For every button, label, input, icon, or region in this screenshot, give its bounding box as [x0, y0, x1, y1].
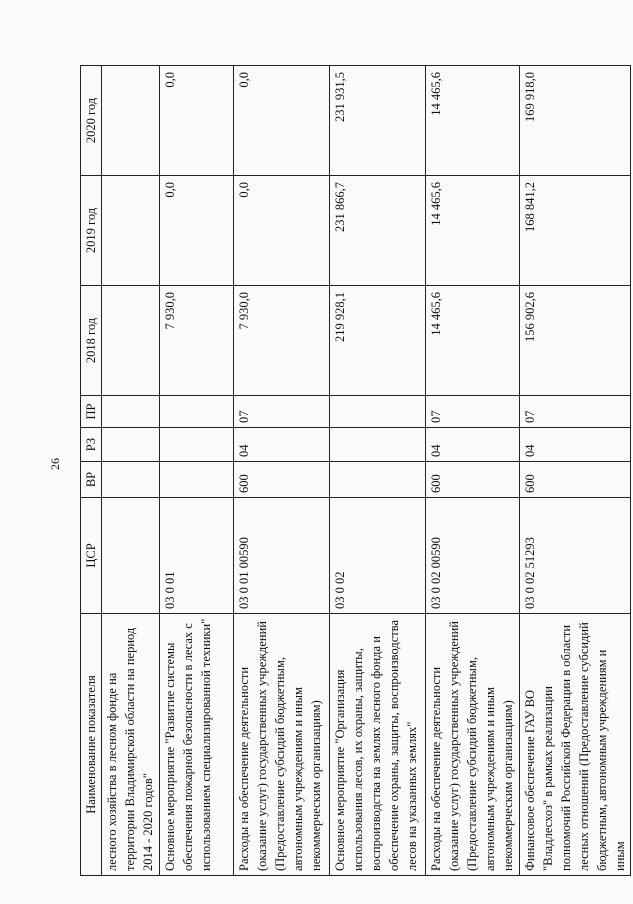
header-row: [81, 66, 102, 876]
cell-pr: 07: [520, 396, 631, 428]
cell-rz: [330, 428, 426, 462]
cell-2019: 0,0: [234, 176, 330, 286]
cell-2019: [102, 176, 160, 286]
cell-csr: [102, 498, 160, 614]
cell-2018: 7 930,0: [160, 286, 234, 396]
cell-2018: 14 465,6: [426, 286, 520, 396]
cell-2018: 156 902,6: [520, 286, 631, 396]
header-vr: ВР: [81, 462, 102, 498]
cell-2020: 14 465,6: [426, 66, 520, 176]
cell-name: Основное мероприятие "Развитие системы обеспечения пожарной безопасности в лесах с использованием специализированной техники": [160, 614, 234, 876]
cell-csr: 03 0 02 00590: [426, 498, 520, 614]
budget-table: [80, 65, 631, 876]
cell-2019: 14 465,6: [426, 176, 520, 286]
cell-pr: [102, 396, 160, 428]
cell-vr: [160, 462, 234, 498]
cell-rz: 04: [426, 428, 520, 462]
header-2019: 2019 год: [81, 176, 102, 286]
cell-2019: 0,0: [160, 176, 234, 286]
table-row: [234, 66, 330, 876]
cell-rz: 04: [234, 428, 330, 462]
header-2020: 2020 год: [81, 66, 102, 176]
cell-name: Финансовое обеспечение ГАУ ВО "Владлесхоз" в рамках реализации полномочий Российской Федерации в области лесных отношений (Предоставление субсидий бюджетным, автономным учреждениям и иным: [520, 614, 631, 876]
cell-name: Расходы на обеспечение деятельности (оказание услуг) государственных учреждений (Предоставление субсидий бюджетным, автономным учреждениям и иным некоммерческим организациям): [426, 614, 520, 876]
cell-pr: 07: [426, 396, 520, 428]
cell-2018: 219 928,1: [330, 286, 426, 396]
cell-2020: 0,0: [234, 66, 330, 176]
cell-name: Расходы на обеспечение деятельности (оказание услуг) государственных учреждений (Предоставление субсидий бюджетным, автономным учреждениям и иным некоммерческим организациям): [234, 614, 330, 876]
cell-rz: [102, 428, 160, 462]
cell-vr: [330, 462, 426, 498]
cell-2019: 231 866,7: [330, 176, 426, 286]
cell-vr: 600: [234, 462, 330, 498]
rotated-table-container: [80, 66, 627, 876]
table-row: [330, 66, 426, 876]
cell-vr: 600: [520, 462, 631, 498]
header-pr: ПР: [81, 396, 102, 428]
cell-vr: [102, 462, 160, 498]
header-name: Наименование показателя: [81, 614, 102, 876]
header-2018: 2018 год: [81, 286, 102, 396]
cell-pr: 07: [234, 396, 330, 428]
cell-2018: [102, 286, 160, 396]
cell-name: Основное мероприятие "Организация использования лесов, их охраны, защиты, воспроизводства на землях лесного фонда и обеспечение охраны, защиты, воспроизводства лесов на указанных землях": [330, 614, 426, 876]
header-csr: ЦСР: [81, 498, 102, 614]
cell-csr: 03 0 02 51293: [520, 498, 631, 614]
cell-csr: 03 0 02: [330, 498, 426, 614]
cell-rz: 04: [520, 428, 631, 462]
cell-2020: [102, 66, 160, 176]
cell-name: лесного хозяйства в лесном фонде на территории Владимирской области на период 2014 - 2020 годов": [102, 614, 160, 876]
cell-vr: 600: [426, 462, 520, 498]
cell-2020: 231 931,5: [330, 66, 426, 176]
cell-2020: 0,0: [160, 66, 234, 176]
cell-2018: 7 930,0: [234, 286, 330, 396]
cell-2020: 169 918,0: [520, 66, 631, 176]
cell-pr: [160, 396, 234, 428]
cell-csr: 03 0 01: [160, 498, 234, 614]
cell-csr: 03 0 01 00590: [234, 498, 330, 614]
page-number: 26: [48, 458, 62, 470]
table-row: [426, 66, 520, 876]
header-rz: РЗ: [81, 428, 102, 462]
cell-rz: [160, 428, 234, 462]
table-row: [102, 66, 160, 876]
table-row: [160, 66, 234, 876]
cell-2019: 168 841,2: [520, 176, 631, 286]
cell-pr: [330, 396, 426, 428]
table-row: [520, 66, 631, 876]
